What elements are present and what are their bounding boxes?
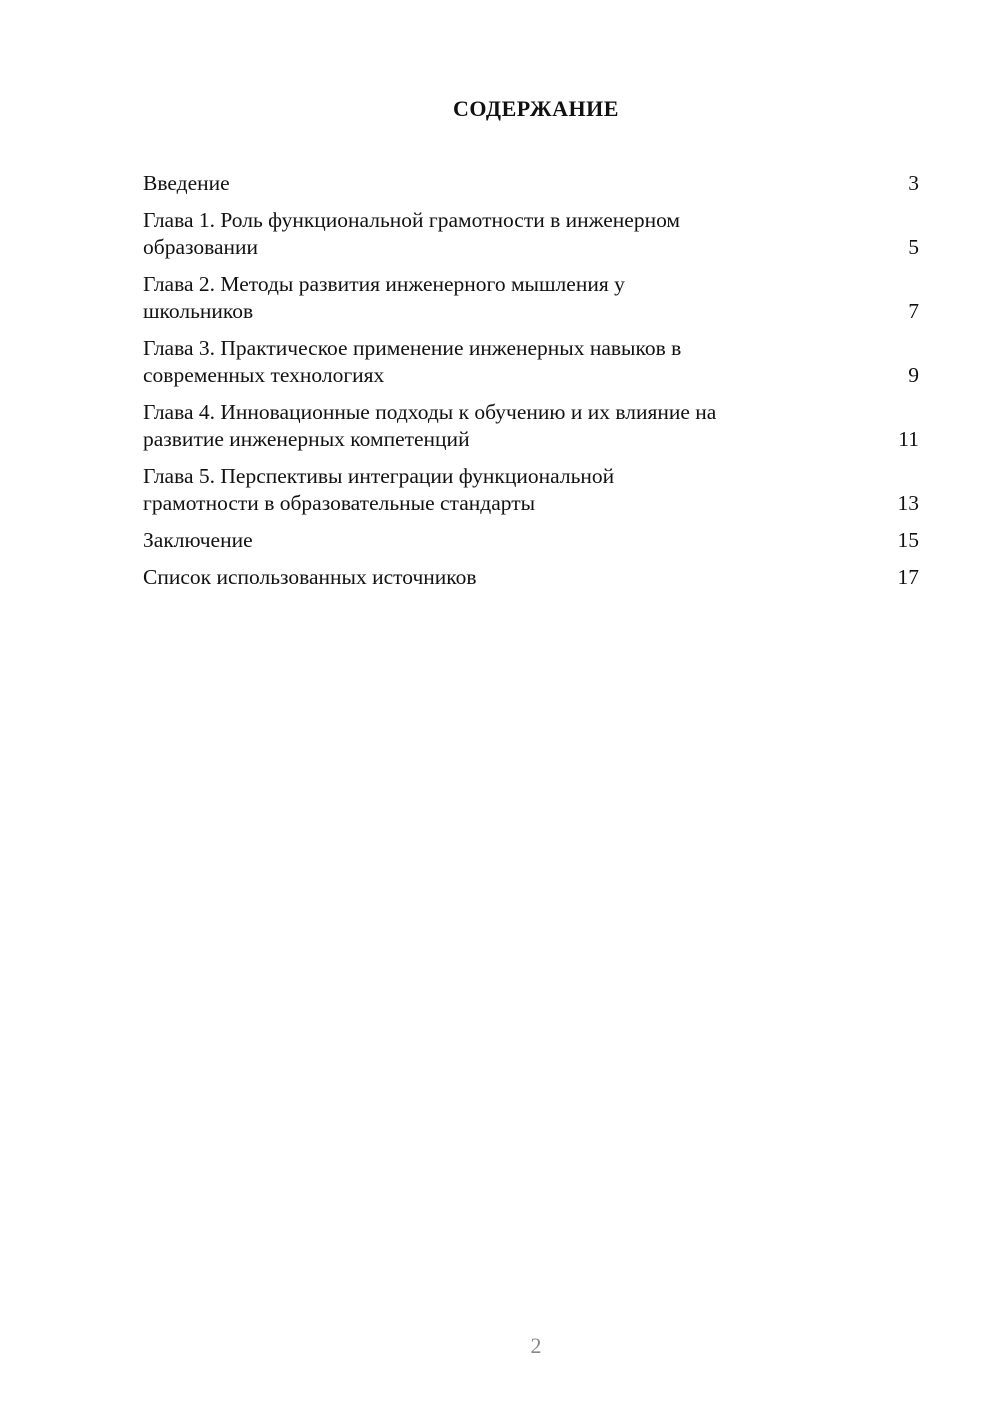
toc-title: СОДЕРЖАНИЕ (453, 96, 619, 121)
toc-entry-text: Заключение (143, 528, 253, 552)
toc-entry-chapter-4 (143, 399, 919, 453)
toc-entry-conclusion (143, 527, 919, 554)
toc-entry-text: Список использованных источников (143, 565, 477, 589)
toc-entry-page: 7 (908, 299, 919, 323)
toc-entry-text: Глава 1. Роль функциональной грамотности в инженерном образовании (143, 208, 681, 259)
toc-entry-chapter-1 (143, 207, 919, 261)
toc-entry-references (143, 564, 919, 591)
toc-entry-text: Глава 5. Перспективы интеграции функциональной грамотности в образовательные стандарты (143, 464, 615, 515)
toc-entry-page: 13 (897, 491, 919, 515)
toc-entry-text: Глава 2. Методы развития инженерного мышления у школьников (143, 272, 625, 323)
toc-entry-text: Глава 3. Практическое применение инженерных навыков в современных технологиях (143, 336, 682, 387)
toc-entry-page: 5 (908, 235, 919, 259)
toc-entry-page: 11 (898, 427, 919, 451)
toc-entry-page: 17 (897, 565, 919, 589)
toc-entry-page: 3 (908, 171, 919, 195)
page-number: 2 (530, 1333, 542, 1358)
toc-entry-chapter-3 (143, 335, 919, 389)
table-of-contents (143, 170, 919, 601)
toc-entry-page: 15 (897, 528, 919, 552)
toc-entry-text: Введение (143, 171, 230, 195)
toc-entry-page: 9 (908, 363, 919, 387)
toc-entry-introduction (143, 170, 919, 197)
toc-entry-text: Глава 4. Инновационные подходы к обучению и их влияние на развитие инженерных компетенций (143, 400, 717, 451)
toc-entry-chapter-2 (143, 271, 919, 325)
toc-entry-chapter-5 (143, 463, 919, 517)
